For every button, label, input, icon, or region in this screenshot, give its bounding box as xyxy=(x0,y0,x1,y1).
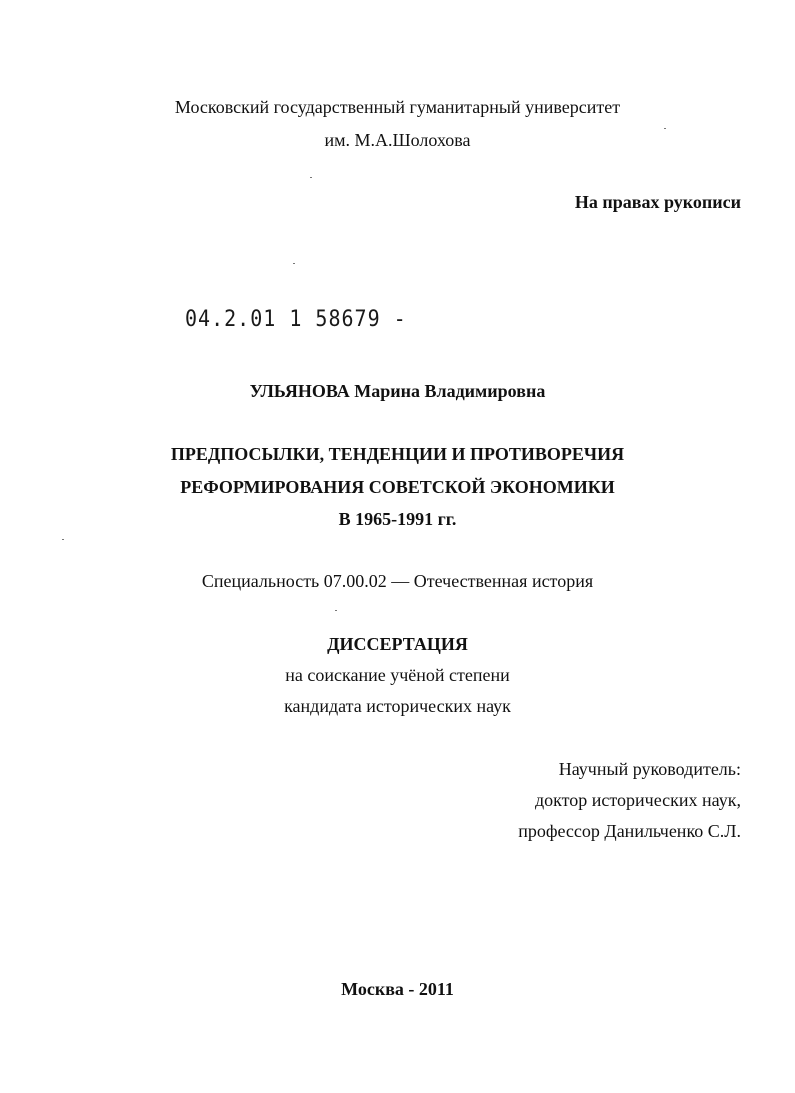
scan-speck xyxy=(293,263,295,264)
archive-stamp-number: 04.2.01 1 58679 - xyxy=(185,305,407,332)
dissertation-title-line-2: РЕФОРМИРОВАНИЯ СОВЕТСКОЙ ЭКОНОМИКИ xyxy=(180,477,615,497)
scan-speck xyxy=(664,128,666,129)
supervisor-degree: доктор исторических наук, xyxy=(535,790,741,810)
supervisor-name: профессор Данильченко С.Л. xyxy=(518,821,741,841)
work-type-line-1: на соискание учёной степени xyxy=(285,665,510,685)
work-type-line-2: кандидата исторических наук xyxy=(284,696,511,716)
author-name: УЛЬЯНОВА Марина Владимировна xyxy=(249,381,546,401)
manuscript-rights-note: На правах рукописи xyxy=(574,192,741,212)
city-year: Москва - 2011 xyxy=(341,979,454,999)
scan-speck xyxy=(62,539,64,540)
dissertation-title-line-1: ПРЕДПОСЫЛКИ, ТЕНДЕНЦИИ И ПРОТИВОРЕЧИЯ xyxy=(170,444,625,464)
dissertation-title-line-3: В 1965-1991 гг. xyxy=(338,509,457,529)
supervisor-label: Научный руководитель: xyxy=(558,759,741,779)
specialty: Специальность 07.00.02 — Отечественная история xyxy=(201,571,594,591)
scan-speck xyxy=(310,177,312,178)
university-named-after: им. М.А.Шолохова xyxy=(324,130,471,150)
work-type-heading: ДИССЕРТАЦИЯ xyxy=(327,634,468,654)
scan-speck xyxy=(335,610,337,611)
university-name: Московский государственный гуманитарный университет xyxy=(174,97,621,117)
